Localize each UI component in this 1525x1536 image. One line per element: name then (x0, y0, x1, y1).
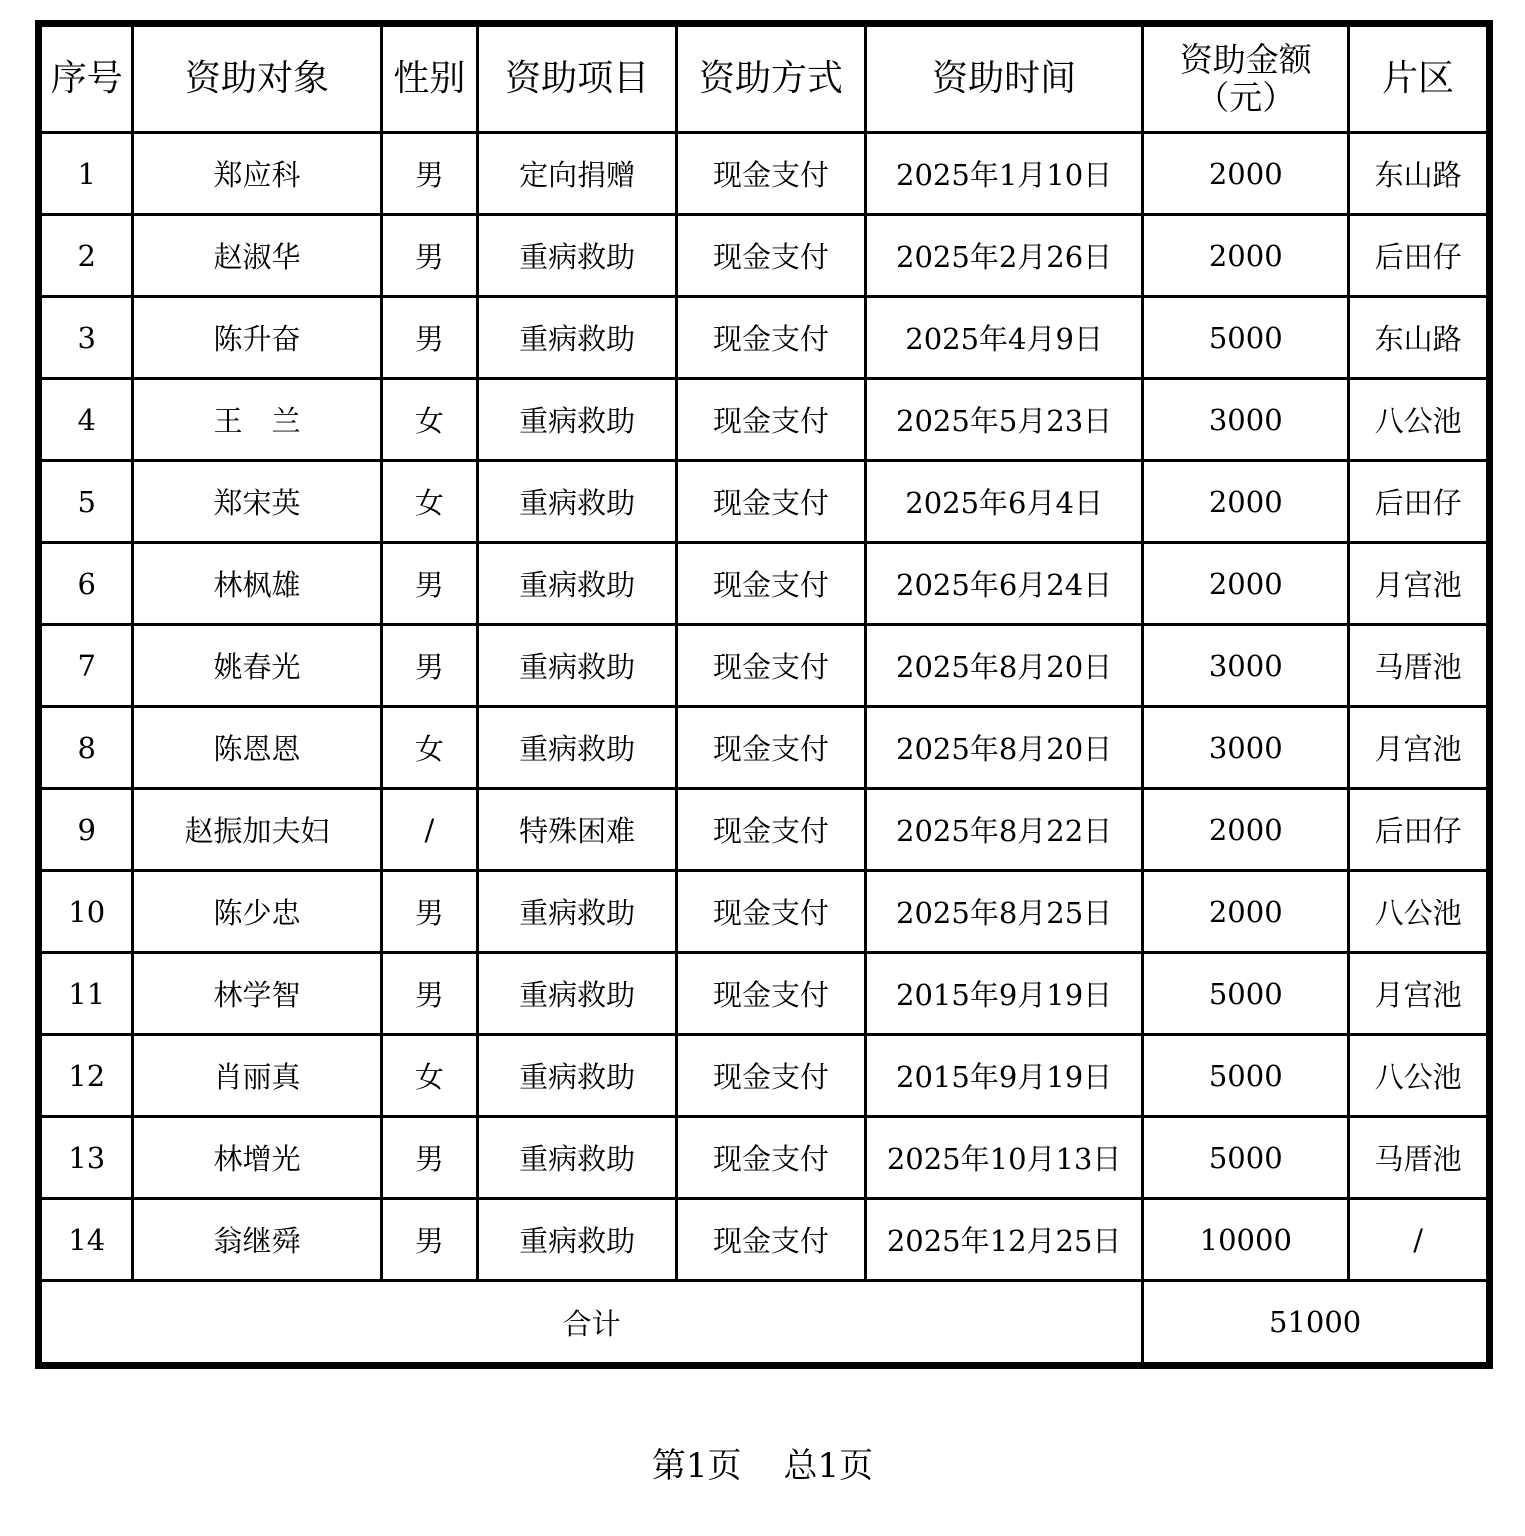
cell-amount: 3000 (1143, 707, 1349, 789)
cell-method: 现金支付 (677, 1117, 866, 1199)
cell-date: 2015年9月19日 (865, 1035, 1142, 1117)
cell-gender: 男 (381, 871, 477, 953)
cell-amount: 5000 (1143, 297, 1349, 379)
cell-area: / (1349, 1199, 1490, 1281)
cell-method: 现金支付 (677, 215, 866, 297)
cell-gender: 女 (381, 1035, 477, 1117)
cell-area: 八公池 (1349, 1035, 1490, 1117)
cell-seq: 6 (39, 543, 133, 625)
cell-date: 2025年2月26日 (865, 215, 1142, 297)
cell-amount: 5000 (1143, 953, 1349, 1035)
cell-seq: 8 (39, 707, 133, 789)
cell-name: 林增光 (133, 1117, 381, 1199)
cell-seq: 12 (39, 1035, 133, 1117)
cell-date: 2025年12月25日 (865, 1199, 1142, 1281)
table-row (39, 625, 1490, 707)
cell-area: 月宫池 (1349, 707, 1490, 789)
table-row (39, 543, 1490, 625)
table-row (39, 1035, 1490, 1117)
cell-name: 林学智 (133, 953, 381, 1035)
cell-name: 翁继舜 (133, 1199, 381, 1281)
cell-seq: 7 (39, 625, 133, 707)
cell-amount: 5000 (1143, 1117, 1349, 1199)
total-amount: 51000 (1143, 1281, 1490, 1366)
cell-method: 现金支付 (677, 625, 866, 707)
cell-date: 2025年10月13日 (865, 1117, 1142, 1199)
cell-area: 马厝池 (1349, 1117, 1490, 1199)
cell-name: 陈少忠 (133, 871, 381, 953)
table-row (39, 1199, 1490, 1281)
cell-name: 赵振加夫妇 (133, 789, 381, 871)
header-area: 片区 (1349, 24, 1490, 133)
page-number: 第1页 (651, 1446, 742, 1486)
cell-name: 肖丽真 (133, 1035, 381, 1117)
cell-method: 现金支付 (677, 871, 866, 953)
cell-amount: 2000 (1143, 133, 1349, 215)
cell-method: 现金支付 (677, 953, 866, 1035)
cell-project: 重病救助 (478, 297, 677, 379)
cell-name: 郑宋英 (133, 461, 381, 543)
cell-gender: / (381, 789, 477, 871)
cell-project: 重病救助 (478, 461, 677, 543)
cell-area: 月宫池 (1349, 953, 1490, 1035)
cell-area: 东山路 (1349, 297, 1490, 379)
cell-amount: 2000 (1143, 215, 1349, 297)
cell-method: 现金支付 (677, 1035, 866, 1117)
table-row (39, 871, 1490, 953)
header-name: 资助对象 (133, 24, 381, 133)
cell-gender: 女 (381, 379, 477, 461)
cell-project: 特殊困难 (478, 789, 677, 871)
cell-project: 重病救助 (478, 707, 677, 789)
cell-date: 2025年8月25日 (865, 871, 1142, 953)
cell-gender: 男 (381, 543, 477, 625)
header-row (39, 24, 1490, 133)
total-label: 合计 (39, 1281, 1143, 1366)
cell-name: 姚春光 (133, 625, 381, 707)
cell-gender: 男 (381, 133, 477, 215)
cell-gender: 男 (381, 215, 477, 297)
cell-name: 陈升奋 (133, 297, 381, 379)
cell-method: 现金支付 (677, 297, 866, 379)
cell-seq: 3 (39, 297, 133, 379)
cell-date: 2015年9月19日 (865, 953, 1142, 1035)
cell-date: 2025年8月20日 (865, 625, 1142, 707)
table-row (39, 1117, 1490, 1199)
cell-name: 陈恩恩 (133, 707, 381, 789)
cell-name: 赵淑华 (133, 215, 381, 297)
cell-project: 重病救助 (478, 1199, 677, 1281)
table-row (39, 461, 1490, 543)
cell-seq: 13 (39, 1117, 133, 1199)
cell-date: 2025年6月4日 (865, 461, 1142, 543)
total-pages: 总1页 (783, 1446, 874, 1486)
table-row (39, 215, 1490, 297)
table-footer (39, 1281, 1490, 1366)
cell-project: 重病救助 (478, 1035, 677, 1117)
table-row (39, 297, 1490, 379)
cell-project: 重病救助 (478, 953, 677, 1035)
cell-seq: 4 (39, 379, 133, 461)
cell-project: 重病救助 (478, 1117, 677, 1199)
cell-date: 2025年5月23日 (865, 379, 1142, 461)
cell-name: 郑应科 (133, 133, 381, 215)
cell-method: 现金支付 (677, 789, 866, 871)
header-project: 资助项目 (478, 24, 677, 133)
cell-amount: 3000 (1143, 379, 1349, 461)
cell-amount: 3000 (1143, 625, 1349, 707)
cell-amount: 2000 (1143, 461, 1349, 543)
cell-project: 重病救助 (478, 379, 677, 461)
header-date: 资助时间 (865, 24, 1142, 133)
donation-table (35, 20, 1493, 1369)
cell-method: 现金支付 (677, 543, 866, 625)
cell-area: 马厝池 (1349, 625, 1490, 707)
cell-project: 重病救助 (478, 215, 677, 297)
cell-amount: 10000 (1143, 1199, 1349, 1281)
cell-date: 2025年4月9日 (865, 297, 1142, 379)
cell-amount: 2000 (1143, 789, 1349, 871)
cell-seq: 14 (39, 1199, 133, 1281)
cell-method: 现金支付 (677, 379, 866, 461)
table-row (39, 789, 1490, 871)
cell-project: 重病救助 (478, 871, 677, 953)
header-gender: 性别 (381, 24, 477, 133)
cell-seq: 11 (39, 953, 133, 1035)
cell-project: 重病救助 (478, 625, 677, 707)
cell-area: 八公池 (1349, 379, 1490, 461)
page-indicator (0, 1438, 1525, 1487)
cell-method: 现金支付 (677, 133, 866, 215)
cell-seq: 9 (39, 789, 133, 871)
cell-gender: 男 (381, 297, 477, 379)
table-row (39, 133, 1490, 215)
cell-gender: 男 (381, 1117, 477, 1199)
table-row (39, 953, 1490, 1035)
cell-project: 定向捐赠 (478, 133, 677, 215)
cell-method: 现金支付 (677, 1199, 866, 1281)
cell-area: 后田仔 (1349, 215, 1490, 297)
cell-method: 现金支付 (677, 707, 866, 789)
cell-gender: 男 (381, 625, 477, 707)
table-body (39, 133, 1490, 1281)
cell-gender: 男 (381, 953, 477, 1035)
table-header (39, 24, 1490, 133)
cell-gender: 男 (381, 1199, 477, 1281)
total-row (39, 1281, 1490, 1366)
cell-name: 王 兰 (133, 379, 381, 461)
cell-amount: 5000 (1143, 1035, 1349, 1117)
cell-area: 八公池 (1349, 871, 1490, 953)
cell-area: 东山路 (1349, 133, 1490, 215)
cell-method: 现金支付 (677, 461, 866, 543)
header-method: 资助方式 (677, 24, 866, 133)
cell-gender: 女 (381, 707, 477, 789)
cell-area: 后田仔 (1349, 461, 1490, 543)
cell-date: 2025年8月20日 (865, 707, 1142, 789)
cell-area: 月宫池 (1349, 543, 1490, 625)
header-seq: 序号 (39, 24, 133, 133)
cell-date: 2025年1月10日 (865, 133, 1142, 215)
cell-seq: 1 (39, 133, 133, 215)
cell-seq: 5 (39, 461, 133, 543)
cell-amount: 2000 (1143, 543, 1349, 625)
cell-gender: 女 (381, 461, 477, 543)
cell-seq: 2 (39, 215, 133, 297)
cell-amount: 2000 (1143, 871, 1349, 953)
table-row (39, 379, 1490, 461)
cell-name: 林枫雄 (133, 543, 381, 625)
cell-date: 2025年6月24日 (865, 543, 1142, 625)
cell-date: 2025年8月22日 (865, 789, 1142, 871)
cell-seq: 10 (39, 871, 133, 953)
cell-area: 后田仔 (1349, 789, 1490, 871)
table-row (39, 707, 1490, 789)
header-amount: 资助金额（元） (1143, 24, 1349, 133)
cell-project: 重病救助 (478, 543, 677, 625)
